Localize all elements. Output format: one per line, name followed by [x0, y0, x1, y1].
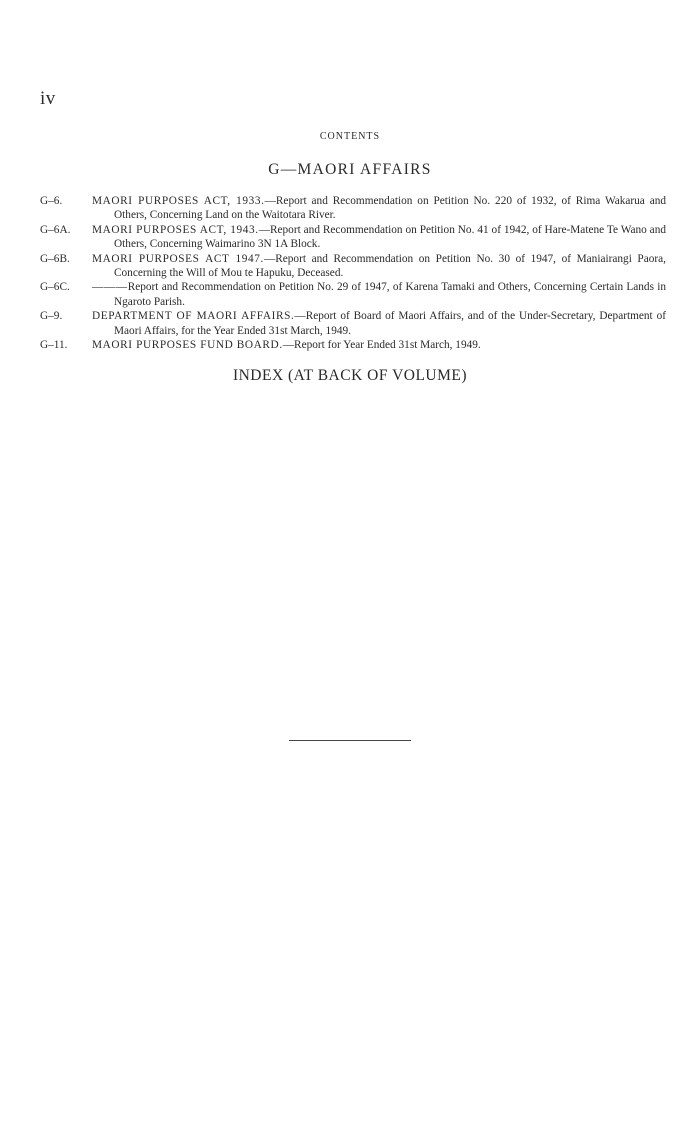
entry-text: —Report and Recommendation on Petition No. 41 of 1942, of Hare-Matene Te Wano and Others, Concerning Waimarino 3N 1A Block.: [114, 223, 666, 251]
entry-title: MAORI PURPOSES FUND BOARD.: [92, 339, 283, 352]
contents-entry: [40, 194, 666, 223]
entry-body: [92, 338, 666, 352]
entry-text: —Report and Recommendation on Petition No. 220 of 1932, of Rima Wakarua and Others, Concerning Land on the Waitotara River.: [114, 195, 666, 222]
entry-code: G–11.: [40, 339, 68, 352]
contents-entry: [40, 338, 666, 352]
horizontal-rule: [289, 740, 411, 741]
contents-entry: [40, 252, 666, 281]
entry-title: MAORI PURPOSES ACT, 1943.: [92, 223, 259, 236]
entry-code: G–6C.: [40, 281, 70, 294]
entry-title: MAORI PURPOSES ACT, 1933.: [92, 195, 265, 207]
entry-body: [92, 223, 666, 252]
entry-title: ———: [92, 281, 128, 294]
entry-code: G–6B.: [40, 252, 70, 265]
entry-body: [92, 194, 666, 223]
entry-title: MAORI PURPOSES ACT 1947.: [92, 252, 264, 265]
entry-code: G–9.: [40, 310, 63, 323]
entry-text: —Report and Recommendation on Petition No. 30 of 1947, of Maniairangi Paora, Concerning the Will of Mou te Hapuku, Deceased.: [114, 252, 666, 280]
page-number: iv: [40, 88, 56, 109]
entry-text: Report and Recommendation on Petition No. 29 of 1947, of Karena Tamaki and Others, Concerning Certain Lands in Ngaroto Parish.: [114, 281, 666, 308]
contents-heading: CONTENTS: [319, 131, 381, 142]
entry-body: [92, 252, 666, 281]
entry-code: G–6A.: [40, 223, 71, 236]
entry-body: [92, 309, 666, 338]
contents-list: [40, 194, 666, 352]
contents-entry: [40, 280, 666, 309]
contents-entry: [40, 309, 666, 338]
section-title: G—MAORI AFFAIRS: [268, 161, 432, 178]
index-note: INDEX (AT BACK OF VOLUME): [232, 367, 468, 384]
entry-code: G–6.: [40, 195, 63, 207]
contents-entry: [40, 223, 666, 252]
entry-title: DEPARTMENT OF MAORI AFFAIRS.: [92, 310, 295, 323]
entry-text: —Report for Year Ended 31st March, 1949.: [282, 339, 481, 352]
entry-text: —Report of Board of Maori Affairs, and of the Under-Secretary, Department of Maori Affairs, for the Year Ended 31st March, 1949.: [114, 310, 666, 337]
entry-body: [92, 280, 666, 309]
